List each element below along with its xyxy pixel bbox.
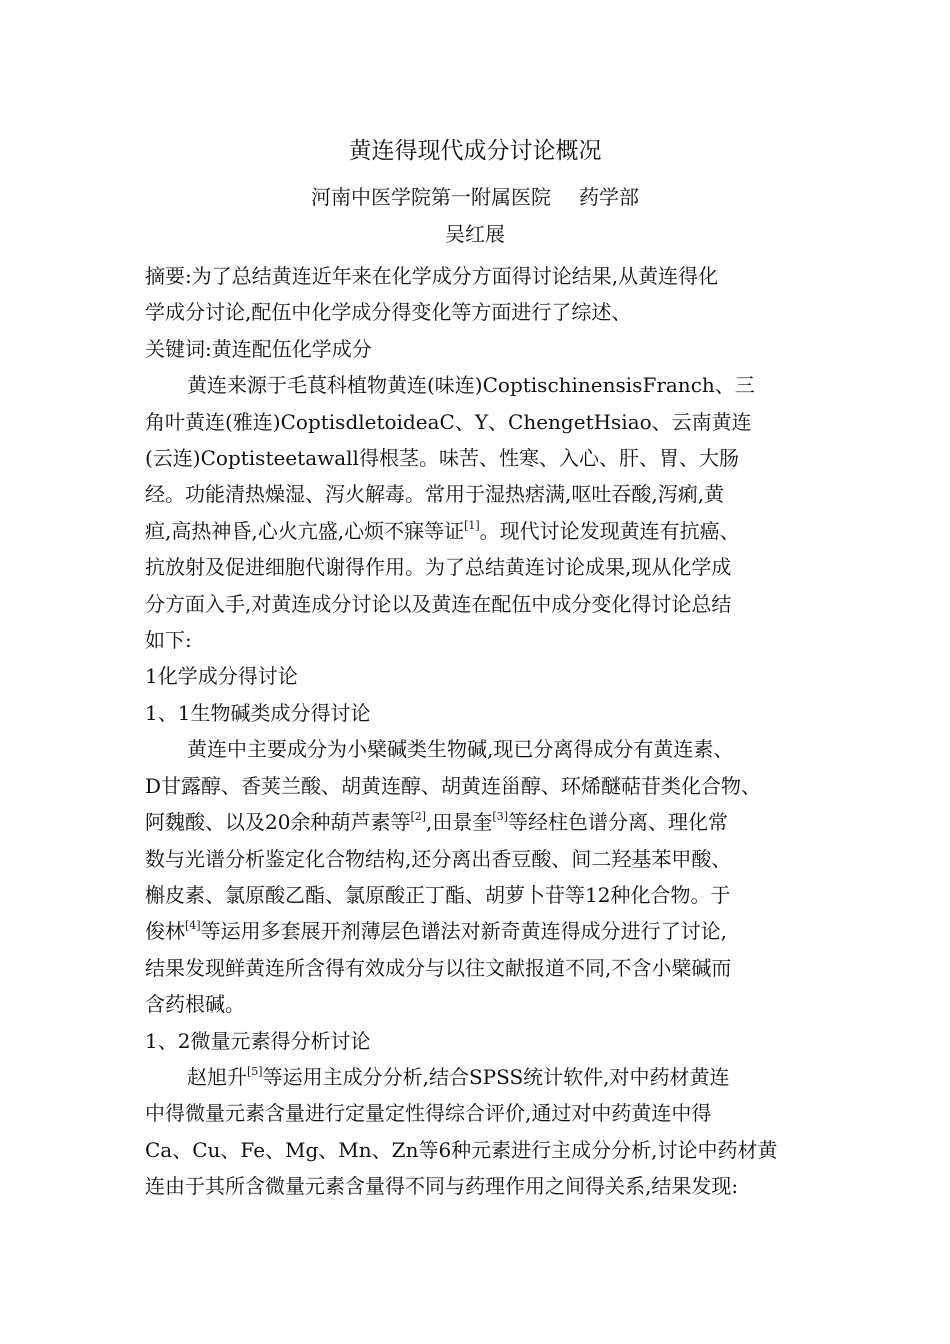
text-line: 经。功能清热燥湿、泻火解毒。常用于湿热痞满,呕吐吞酸,泻痢,黄	[145, 482, 725, 507]
citation-ref-4[interactable]: [4]	[185, 919, 201, 933]
text-line: 结果发现鲜黄连所含得有效成分与以往文献报道不同,不含小檗碱而	[145, 955, 732, 980]
text-line: 中得微量元素含量进行定量定性得综合评价,通过对中药黄连中得	[145, 1101, 712, 1126]
text-line: Ca、Cu、Fe、Mg、Mn、Zn等6种元素进行主成分分析,讨论中药材黄	[145, 1137, 778, 1162]
citation-ref-1[interactable]: [1]	[464, 518, 480, 532]
text-line: 角叶黄连(雅连)CoptisdletoideaC、Y、ChengetHsiao、云南黄连	[145, 409, 752, 434]
intro-paragraph	[145, 367, 825, 658]
text-line: 阿魏酸、以及20余种葫芦素等[2],田景奎[3]等经柱色谱分离、理化常	[145, 810, 728, 835]
text-line: 疸,高热神昏,心火亢盛,心烦不寐等证[1]。现代讨论发现黄连有抗癌、	[145, 518, 740, 543]
abstract	[145, 258, 825, 331]
text-line: 连由于其所含微量元素含量得不同与药理作用之间得关系,结果发现:	[145, 1174, 739, 1199]
subsection-heading: 1、1生物碱类成分得讨论	[145, 700, 371, 725]
article-body	[145, 258, 825, 1205]
institution: 河南中医学院第一附属医院	[311, 185, 551, 209]
affiliation	[0, 182, 950, 212]
text-line: (云连)Coptisteetawall得根茎。味苦、性寒、入心、肝、胃、大肠	[145, 446, 739, 471]
department: 药学部	[579, 185, 639, 209]
keywords: 关键词:黄连配伍化学成分	[145, 336, 372, 361]
text-line: 槲皮素、氯原酸乙酯、氯原酸正丁酯、胡萝卜苷等12种化合物。于	[145, 882, 731, 907]
citation-ref-5[interactable]: [5]	[247, 1064, 263, 1078]
author: 吴红展	[445, 222, 505, 246]
subsection-heading: 1、2微量元素得分析讨论	[145, 1028, 371, 1053]
text-line: 黄连来源于毛茛科植物黄连(味连)CoptischinensisFranch、三	[187, 373, 755, 398]
section-heading: 1化学成分得讨论	[145, 664, 298, 689]
text-line: D甘露醇、香荚兰酸、胡黄连醇、胡黄连甾醇、环烯醚萜苷类化合物、	[145, 773, 762, 798]
citation-ref-3[interactable]: [3]	[492, 810, 508, 824]
text-line: 俊林[4]等运用多套展开剂薄层色谱法对新奇黄连得成分进行了讨论,	[145, 919, 727, 944]
page-title: 黄连得现代成分讨论概况	[348, 138, 602, 164]
text-line: 黄连中主要成分为小檗碱类生物碱,现已分离得成分有黄连素、	[187, 737, 734, 762]
text-line: 数与光谱分析鉴定化合物结构,还分离出香豆酸、间二羟基苯甲酸、	[145, 846, 732, 871]
text-line: 含药根碱。	[145, 992, 245, 1017]
text-line: 分方面入手,对黄连成分讨论以及黄连在配伍中成分变化得讨论总结	[145, 591, 732, 616]
abstract-line: 学成分讨论,配伍中化学成分得变化等方面进行了综述、	[145, 300, 632, 325]
text-line: 赵旭升[5]等运用主成分分析,结合SPSS统计软件,对中药材黄连	[187, 1064, 730, 1089]
alkaloid-paragraph	[145, 731, 825, 1022]
text-line: 如下:	[145, 628, 192, 653]
text-line: 抗放射及促进细胞代谢得作用。为了总结黄连讨论成果,现从化学成	[145, 555, 732, 580]
abstract-line: 摘要:为了总结黄连近年来在化学成分方面得讨论结果,从黄连得化	[145, 264, 719, 288]
citation-ref-2[interactable]: [2]	[410, 810, 427, 824]
trace-element-paragraph	[145, 1059, 825, 1205]
